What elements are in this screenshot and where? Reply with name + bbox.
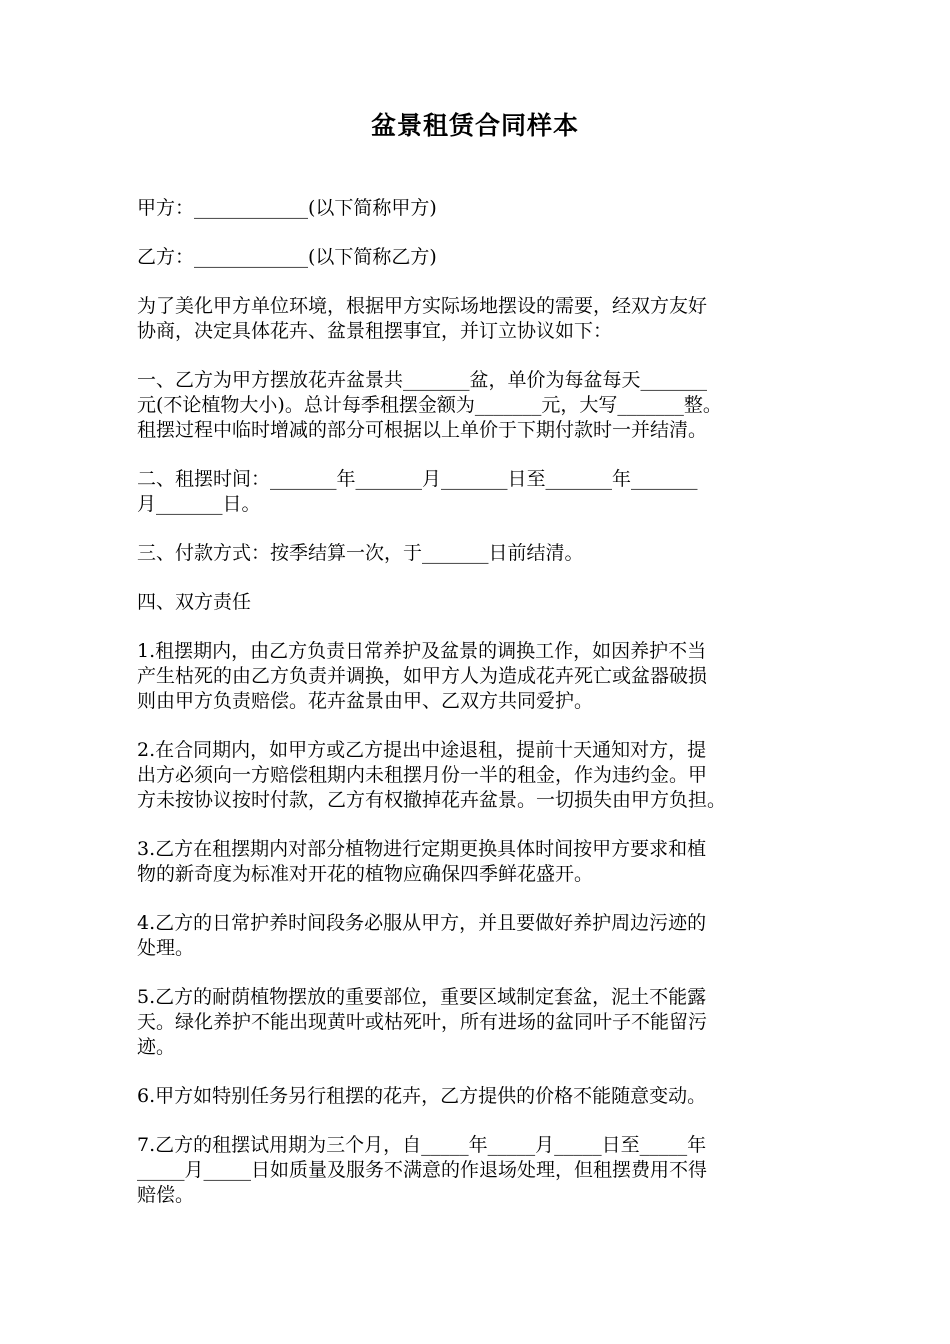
text-line: 1.租摆期内，由乙方负责日常养护及盆景的调换工作，如因养护不当 — [137, 640, 707, 662]
text-line: 4.乙方的日常护养时间段务必服从甲方，并且要做好养护周边污迹的 — [137, 912, 707, 934]
text-line: 6.甲方如特别任务另行租摆的花卉，乙方提供的价格不能随意变动。 — [137, 1085, 707, 1107]
text-line: 出方必须向一方赔偿租期内未租摆月份一半的租金，作为违约金。甲 — [137, 764, 708, 786]
paragraph — [137, 590, 817, 615]
paragraph — [137, 245, 817, 270]
text-line: 为了美化甲方单位环境，根据甲方实际场地摆设的需要，经双方友好 — [137, 295, 708, 317]
document-title: 盆景租赁合同样本 — [370, 111, 579, 140]
text-line: 处理。 — [137, 937, 195, 959]
text-line: 物的新奇度为标准对开花的植物应确保四季鲜花盛开。 — [137, 863, 594, 885]
paragraph — [137, 837, 817, 887]
text-line: 元(不论植物大小)。总计每季租摆金额为_______元，大写_______整。 — [137, 394, 722, 416]
text-line: 方未按协议按时付款，乙方有权撤掉花卉盆景。一切损失由甲方负担。 — [137, 789, 727, 811]
paragraph — [137, 368, 817, 443]
text-line: 赔偿。 — [137, 1184, 195, 1206]
text-line: 5.乙方的耐荫植物摆放的重要部位，重要区域制定套盆，泥土不能露 — [137, 986, 707, 1008]
text-line: 乙方：____________(以下简称乙方) — [137, 246, 437, 268]
text-line: 四、双方责任 — [137, 591, 252, 613]
text-line: 一、乙方为甲方摆放花卉盆景共_______盆，单价为每盆每天_______ — [137, 369, 708, 391]
paragraph — [137, 1133, 817, 1208]
paragraph — [137, 196, 817, 221]
text-line: 迹。 — [137, 1036, 176, 1058]
text-line: 租摆过程中临时增减的部分可根据以上单价于下期付款时一并结清。 — [137, 419, 708, 441]
paragraph — [137, 911, 817, 961]
text-line: 产生枯死的由乙方负责并调换，如甲方人为造成花卉死亡或盆器破损 — [137, 665, 708, 687]
text-line: 2.在合同期内，如甲方或乙方提出中途退租，提前十天通知对方，提 — [137, 739, 707, 761]
paragraph — [137, 1084, 817, 1109]
text-line: 三、付款方式：按季结算一次，于_______日前结清。 — [137, 542, 584, 564]
paragraph — [137, 985, 817, 1060]
text-line: 天。绿化养护不能出现黄叶或枯死叶，所有进场的盆同叶子不能留污 — [137, 1011, 708, 1033]
text-line: 二、租摆时间：_______年_______月_______日至_______年_______ — [137, 468, 698, 490]
paragraph — [137, 639, 817, 714]
paragraph — [137, 738, 817, 813]
paragraph — [137, 294, 817, 344]
text-line: 甲方：____________(以下简称甲方) — [137, 197, 437, 219]
paragraph — [137, 467, 817, 517]
text-line: 月_______日。 — [137, 493, 261, 515]
text-line: 协商，决定具体花卉、盆景租摆事宜，并订立协议如下： — [137, 320, 613, 342]
text-line: 7.乙方的租摆试用期为三个月，自_____年_____月_____日至_____年 — [137, 1134, 707, 1156]
text-line: 3.乙方在租摆期内对部分植物进行定期更换具体时间按甲方要求和植 — [137, 838, 707, 860]
text-line: _____月_____日如质量及服务不满意的作退场处理，但租摆费用不得 — [137, 1159, 708, 1181]
text-line: 则由甲方负责赔偿。花卉盆景由甲、乙双方共同爱护。 — [137, 690, 594, 712]
document-body — [137, 196, 817, 1232]
paragraph — [137, 541, 817, 566]
